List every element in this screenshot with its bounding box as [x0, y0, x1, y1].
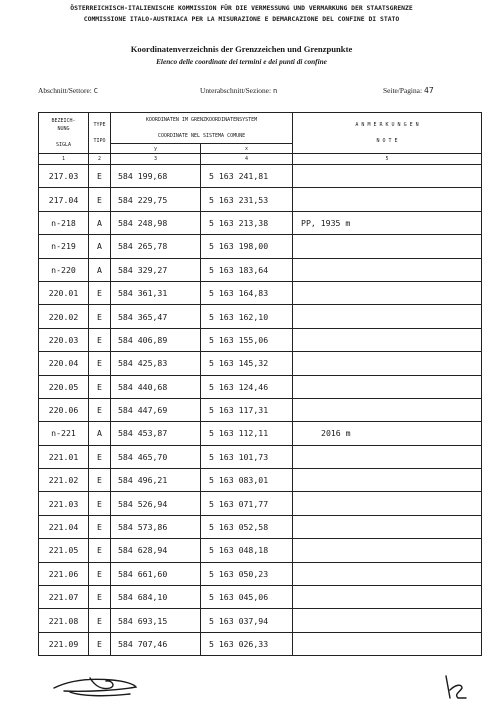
coordinate-y: 584 361,31 — [111, 281, 201, 304]
point-id: 221.05 — [39, 539, 89, 562]
coordinate-y: 584 447,69 — [111, 398, 201, 421]
coordinate-x: 5 163 050,23 — [201, 562, 293, 585]
point-type: E — [89, 188, 111, 211]
point-type: E — [89, 632, 111, 655]
point-type: A — [89, 235, 111, 258]
coordinate-table — [38, 112, 482, 656]
column-number-5: 5 — [293, 154, 482, 165]
coordinate-x: 5 163 048,18 — [201, 539, 293, 562]
section-label: Abschnitt/Settore: — [38, 86, 92, 95]
point-id: 221.01 — [39, 445, 89, 468]
point-id: n-218 — [39, 211, 89, 234]
table-row — [39, 211, 482, 234]
table-row — [39, 492, 482, 515]
coordinate-y: 584 496,21 — [111, 469, 201, 492]
table-row — [39, 165, 482, 188]
point-note — [293, 258, 482, 281]
table-row — [39, 375, 482, 398]
table-row — [39, 398, 482, 421]
coordinate-y: 584 628,94 — [111, 539, 201, 562]
point-id: n-220 — [39, 258, 89, 281]
point-type: E — [89, 328, 111, 351]
point-note — [293, 375, 482, 398]
point-type: E — [89, 445, 111, 468]
signature-right — [440, 672, 470, 702]
table-row — [39, 281, 482, 304]
coordinate-x: 5 163 231,53 — [201, 188, 293, 211]
page-value: 47 — [424, 86, 434, 95]
coordinate-x: 5 163 155,06 — [201, 328, 293, 351]
column-number-1: 1 — [39, 154, 89, 165]
point-type: E — [89, 562, 111, 585]
point-type: E — [89, 539, 111, 562]
coordinate-x: 5 163 112,11 — [201, 422, 293, 445]
coordinate-y: 584 406,89 — [111, 328, 201, 351]
point-id: n-219 — [39, 235, 89, 258]
coordinate-y: 584 199,68 — [111, 165, 201, 188]
coordinate-x: 5 163 145,32 — [201, 352, 293, 375]
column-header-notes: A N M E R K U N G E N N O T E — [293, 113, 482, 154]
subsection-label: Unterabschnitt/Sezione: — [200, 86, 272, 95]
point-type: E — [89, 375, 111, 398]
coordinate-x: 5 163 241,81 — [201, 165, 293, 188]
section-value: C — [93, 87, 98, 95]
table-row — [39, 235, 482, 258]
point-note — [293, 328, 482, 351]
point-type: E — [89, 398, 111, 421]
point-id: 221.02 — [39, 469, 89, 492]
table-row — [39, 515, 482, 538]
coordinate-y: 584 229,75 — [111, 188, 201, 211]
signature-left — [50, 668, 140, 702]
coordinate-x: 5 163 101,73 — [201, 445, 293, 468]
point-note — [293, 235, 482, 258]
coordinate-y: 584 440,68 — [111, 375, 201, 398]
coordinate-y: 584 465,70 — [111, 445, 201, 468]
column-header-x: x — [201, 144, 293, 154]
point-type: E — [89, 515, 111, 538]
commission-title-de: ÖSTERREICHISCH-ITALIENISCHE KOMMISSION FÜR DIE VERMESSUNG UND VERMARKUNG DER STAATSGRENZE — [70, 4, 413, 12]
coordinate-x: 5 163 213,38 — [201, 211, 293, 234]
point-id: 221.08 — [39, 609, 89, 632]
coordinate-x: 5 163 083,01 — [201, 469, 293, 492]
table-row — [39, 562, 482, 585]
point-id: 220.05 — [39, 375, 89, 398]
point-note — [293, 539, 482, 562]
point-note — [293, 632, 482, 655]
point-note — [293, 492, 482, 515]
column-number-2: 2 — [89, 154, 111, 165]
coordinate-y: 584 425,83 — [111, 352, 201, 375]
coordinate-y: 584 248,98 — [111, 211, 201, 234]
point-type: A — [89, 258, 111, 281]
table-row — [39, 188, 482, 211]
column-number-3: 3 — [111, 154, 201, 165]
document-title-de: Koordinatenverzeichnis der Grenzzeichen und Grenzpunkte — [130, 44, 353, 54]
coordinate-y: 584 684,10 — [111, 586, 201, 609]
point-id: 220.03 — [39, 328, 89, 351]
point-note: PP, 1935 m — [293, 211, 482, 234]
subsection-value: n — [273, 87, 278, 95]
point-note — [293, 445, 482, 468]
point-type: E — [89, 492, 111, 515]
point-note — [293, 165, 482, 188]
point-id: 220.06 — [39, 398, 89, 421]
coordinate-y: 584 707,46 — [111, 632, 201, 655]
coordinate-x: 5 163 052,58 — [201, 515, 293, 538]
column-header-id: BEZEICH- NUNG SIGLA — [39, 113, 89, 154]
point-id: 221.03 — [39, 492, 89, 515]
point-note — [293, 352, 482, 375]
coordinate-x: 5 163 162,10 — [201, 305, 293, 328]
page-field — [383, 86, 434, 95]
table-row — [39, 352, 482, 375]
coordinate-x: 5 163 026,33 — [201, 632, 293, 655]
column-header-type: TYPE TIPO — [89, 113, 111, 154]
point-note — [293, 398, 482, 421]
table-row — [39, 445, 482, 468]
column-header-y: y — [111, 144, 201, 154]
point-id: 220.01 — [39, 281, 89, 304]
point-note — [293, 305, 482, 328]
coordinate-y: 584 661,60 — [111, 562, 201, 585]
point-type: A — [89, 211, 111, 234]
point-note: 2016 m — [293, 422, 482, 445]
point-type: A — [89, 422, 111, 445]
coordinate-y: 584 329,27 — [111, 258, 201, 281]
point-type: E — [89, 609, 111, 632]
table-row — [39, 632, 482, 655]
coordinate-x: 5 163 164,83 — [201, 281, 293, 304]
point-type: E — [89, 281, 111, 304]
point-id: 221.09 — [39, 632, 89, 655]
table-row — [39, 469, 482, 492]
point-id: 221.04 — [39, 515, 89, 538]
table-row — [39, 586, 482, 609]
coordinate-x: 5 163 198,00 — [201, 235, 293, 258]
point-note — [293, 281, 482, 304]
column-number-4: 4 — [201, 154, 293, 165]
coordinate-y: 584 453,87 — [111, 422, 201, 445]
coordinate-x: 5 163 124,46 — [201, 375, 293, 398]
point-note — [293, 586, 482, 609]
point-id: 220.02 — [39, 305, 89, 328]
point-type: E — [89, 305, 111, 328]
point-note — [293, 469, 482, 492]
coordinate-y: 584 693,15 — [111, 609, 201, 632]
coordinate-x: 5 163 183,64 — [201, 258, 293, 281]
point-type: E — [89, 165, 111, 188]
table-row — [39, 422, 482, 445]
commission-title-it: COMMISSIONE ITALO-AUSTRIACA PER LA MISURAZIONE E DEMARCAZIONE DEL CONFINE DI STATO — [83, 15, 400, 23]
document-title-it: Elenco delle coordinate dei termini e dei punti di confine — [156, 57, 327, 66]
coordinate-y: 584 573,86 — [111, 515, 201, 538]
point-id: 221.07 — [39, 586, 89, 609]
point-id: 217.03 — [39, 165, 89, 188]
table-row — [39, 305, 482, 328]
coordinate-y: 584 526,94 — [111, 492, 201, 515]
point-note — [293, 188, 482, 211]
coordinate-x: 5 163 037,94 — [201, 609, 293, 632]
table-row — [39, 258, 482, 281]
subsection-field — [200, 86, 277, 95]
coordinate-x: 5 163 117,31 — [201, 398, 293, 421]
page-label: Seite/Pagina: — [383, 86, 422, 95]
table-row — [39, 539, 482, 562]
coordinate-x: 5 163 071,77 — [201, 492, 293, 515]
coordinate-y: 584 365,47 — [111, 305, 201, 328]
point-type: E — [89, 586, 111, 609]
point-note — [293, 515, 482, 538]
point-id: 221.06 — [39, 562, 89, 585]
point-note — [293, 562, 482, 585]
coordinate-x: 5 163 045,06 — [201, 586, 293, 609]
table-row — [39, 609, 482, 632]
point-type: E — [89, 469, 111, 492]
coordinate-y: 584 265,78 — [111, 235, 201, 258]
point-id: 220.04 — [39, 352, 89, 375]
point-id: n-221 — [39, 422, 89, 445]
section-field — [38, 86, 98, 95]
point-id: 217.04 — [39, 188, 89, 211]
column-header-coordinates: KOORDINATEN IM GRENZKOORDINATENSYSTEM COORDINATE NEL SISTEMA COMUNE — [111, 113, 293, 144]
table-row — [39, 328, 482, 351]
point-type: E — [89, 352, 111, 375]
point-note — [293, 609, 482, 632]
